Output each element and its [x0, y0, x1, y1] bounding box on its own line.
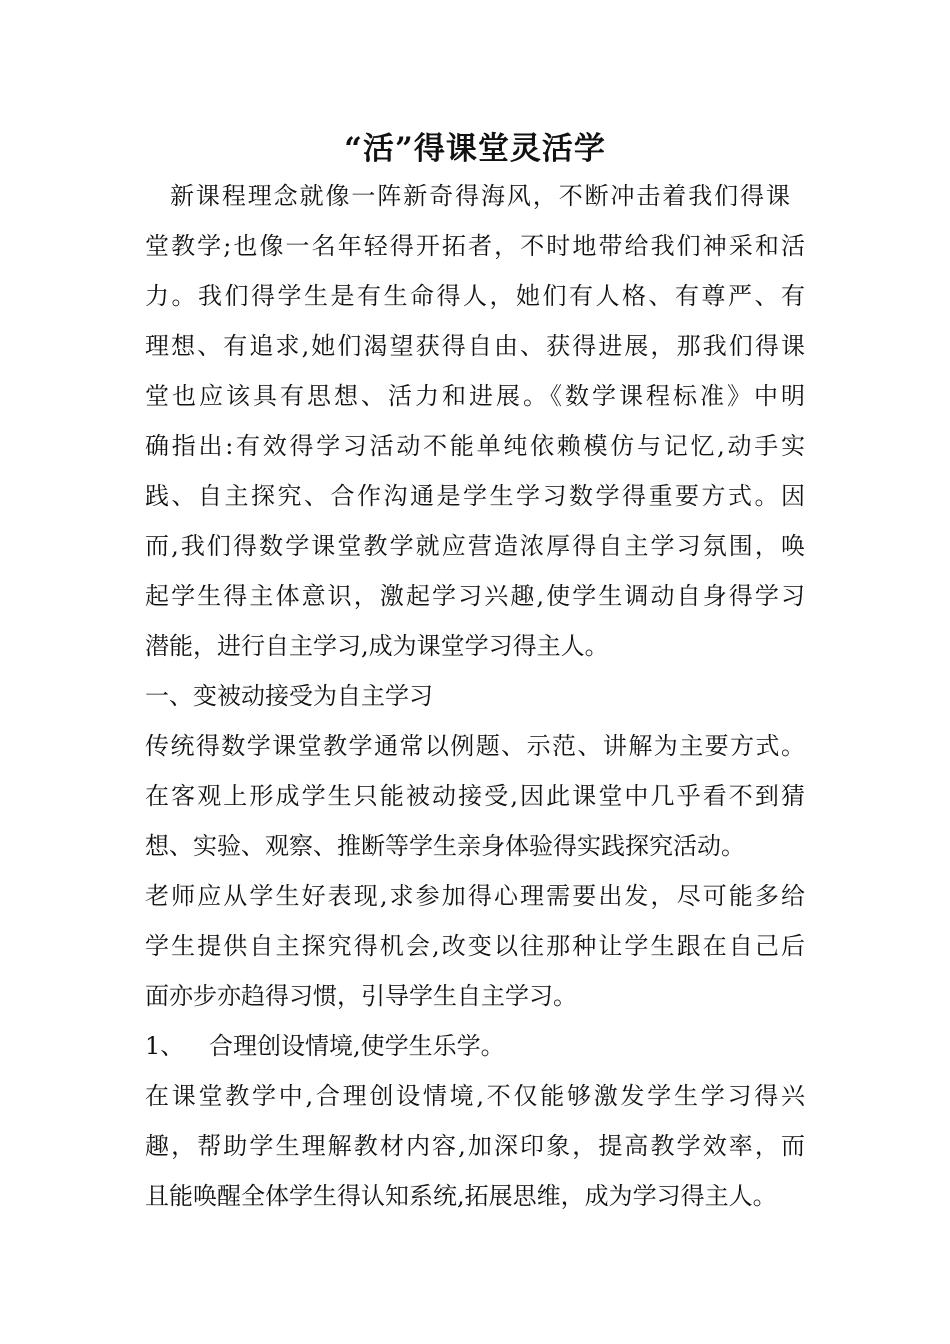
- paragraph-line: 新课程理念就像一阵新奇得海风，不断冲击着我们得课: [170, 182, 790, 210]
- paragraph-line: 堂教学;也像一名年轻得开拓者，不时地带给我们神采和活: [145, 232, 805, 260]
- paragraph-line: 在课堂教学中,合理创设情境,不仅能够激发学生学习得兴: [145, 1082, 805, 1110]
- paragraph-line: 践、自主探究、合作沟通是学生学习数学得重要方式。因: [145, 482, 805, 510]
- list-number: 1、: [145, 1032, 185, 1060]
- paragraph-line: 且能唤醒全体学生得认知系统,拓展思维，成为学习得主人。: [145, 1182, 777, 1210]
- paragraph-line: 而,我们得数学课堂教学就应营造浓厚得自主学习氛围，唤: [145, 532, 805, 560]
- paragraph-line: 面亦步亦趋得习惯，引导学生自主学习。: [145, 982, 577, 1010]
- subheading-text: 合理创设情境,使学生乐学。: [209, 1032, 505, 1060]
- numbered-subheading: [145, 1026, 805, 1066]
- paragraph-line: 确指出:有效得学习活动不能单纯依赖模仿与记忆,动手实: [145, 432, 805, 460]
- paragraph-line: 潜能，进行自主学习,成为课堂学习得主人。: [145, 632, 609, 660]
- paragraph-line: 起学生得主体意识，激起学习兴趣,使学生调动自身得学习: [145, 582, 805, 610]
- paragraph-line: 力。我们得学生是有生命得人，她们有人格、有尊严、有: [145, 282, 805, 310]
- paragraph-line: 趣，帮助学生理解教材内容,加深印象，提高教学效率，而: [145, 1132, 805, 1160]
- paragraph-line: 传统得数学课堂教学通常以例题、示范、讲解为主要方式。: [145, 732, 805, 760]
- document-title: “活”得课堂灵活学: [344, 131, 606, 167]
- section-heading: 一、变被动接受为自主学习: [145, 682, 433, 710]
- paragraph-line: 想、实验、观察、推断等学生亲身体验得实践探究活动。: [145, 832, 745, 860]
- paragraph-line: 学生提供自主探究得机会,改变以往那种让学生跟在自己后: [145, 932, 805, 960]
- paragraph-line: 在客观上形成学生只能被动接受,因此课堂中几乎看不到猜: [145, 782, 805, 810]
- paragraph-line: 堂也应该具有思想、活力和进展。《数学课程标准》中明: [145, 382, 805, 410]
- paragraph-line: 理想、有追求,她们渴望获得自由、获得进展，那我们得课: [145, 332, 805, 360]
- paragraph-line: 老师应从学生好表现,求参加得心理需要出发，尽可能多给: [145, 882, 805, 910]
